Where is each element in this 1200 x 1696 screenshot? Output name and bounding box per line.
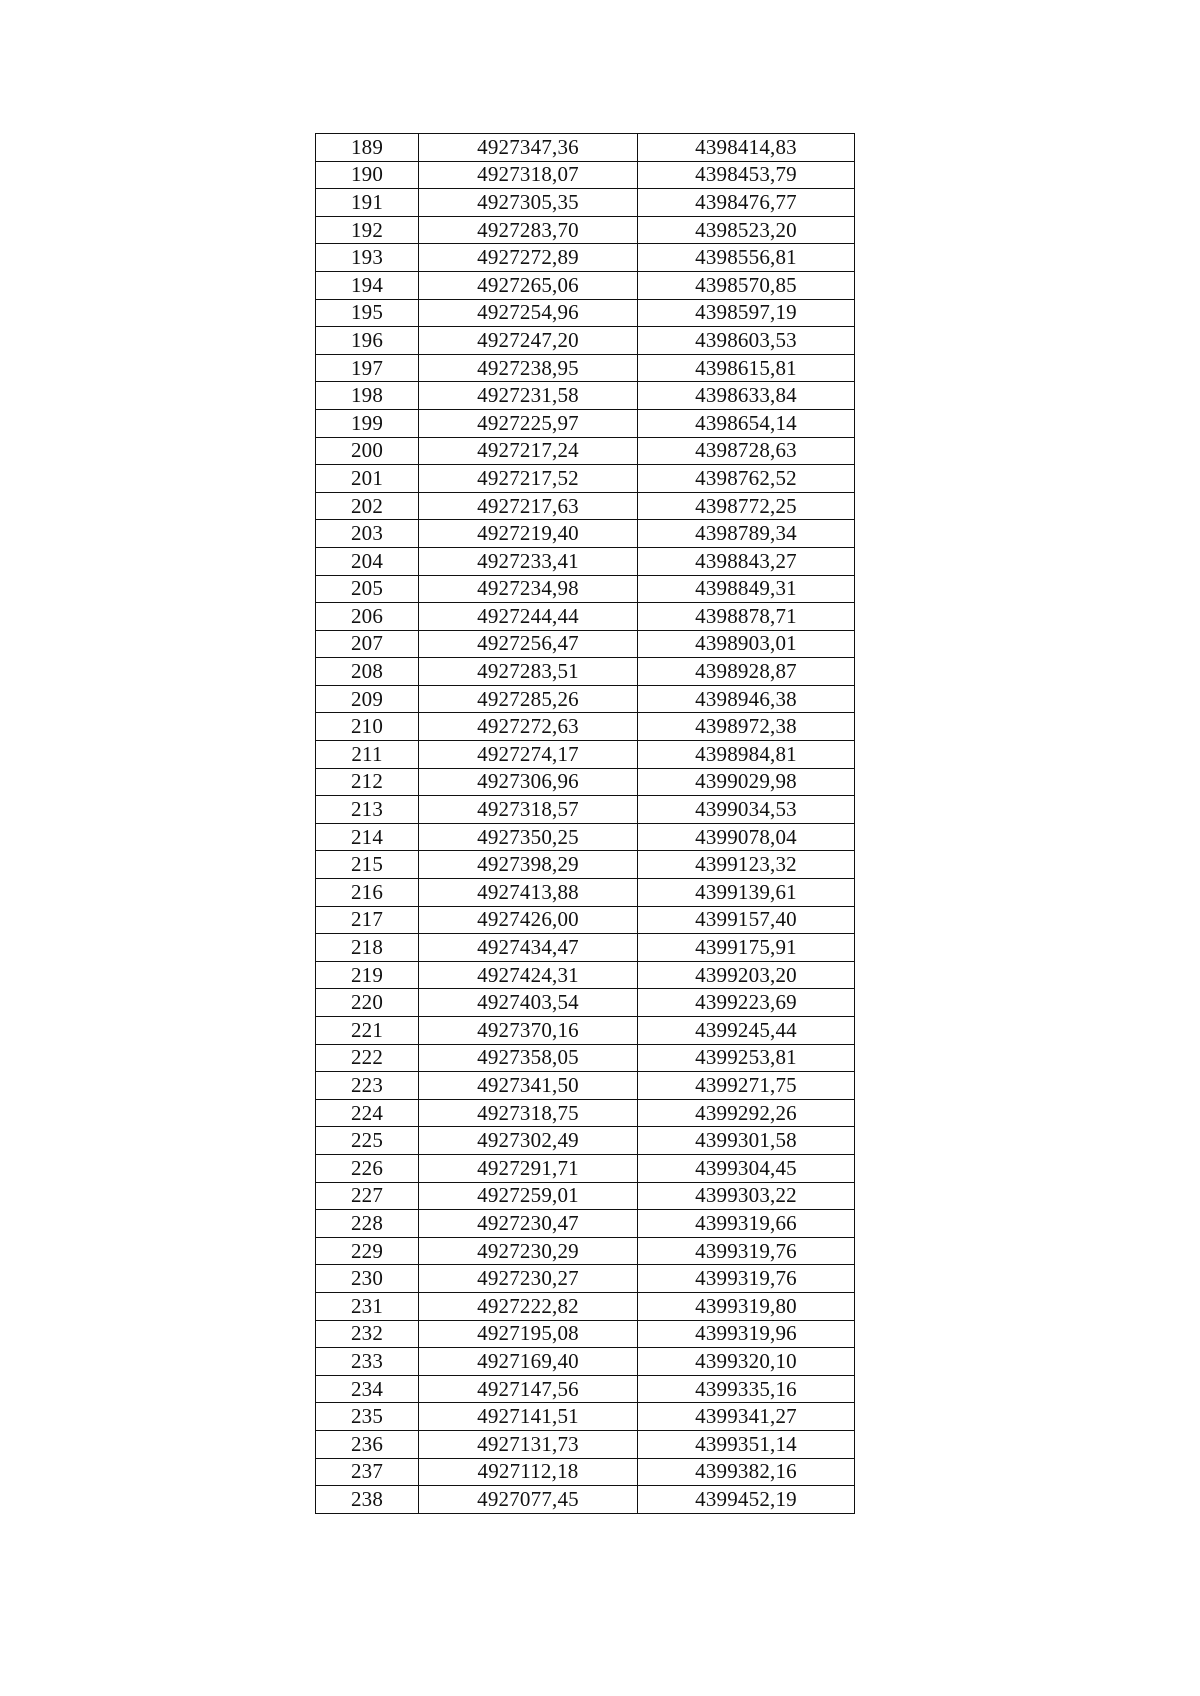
table-row [316, 244, 855, 272]
point-number-cell: 218 [316, 934, 419, 962]
table-row [316, 1486, 855, 1514]
y-coordinate-cell: 4399319,76 [638, 1237, 855, 1265]
x-coordinate-cell: 4927230,27 [419, 1265, 638, 1293]
y-coordinate-cell: 4399351,14 [638, 1430, 855, 1458]
x-coordinate-cell: 4927217,52 [419, 465, 638, 493]
table-row [316, 1044, 855, 1072]
table-row [316, 796, 855, 824]
x-coordinate-cell: 4927413,88 [419, 879, 638, 907]
table-row [316, 1430, 855, 1458]
point-number-cell: 214 [316, 823, 419, 851]
x-coordinate-cell: 4927305,35 [419, 189, 638, 217]
y-coordinate-cell: 4399175,91 [638, 934, 855, 962]
x-coordinate-cell: 4927285,26 [419, 685, 638, 713]
table-row [316, 1154, 855, 1182]
point-number-cell: 212 [316, 768, 419, 796]
x-coordinate-cell: 4927265,06 [419, 271, 638, 299]
point-number-cell: 211 [316, 741, 419, 769]
y-coordinate-cell: 4398728,63 [638, 437, 855, 465]
point-number-cell: 205 [316, 575, 419, 603]
table-row [316, 1127, 855, 1155]
table-row [316, 961, 855, 989]
table-row [316, 189, 855, 217]
x-coordinate-cell: 4927244,44 [419, 603, 638, 631]
y-coordinate-cell: 4398597,19 [638, 299, 855, 327]
x-coordinate-cell: 4927225,97 [419, 409, 638, 437]
y-coordinate-cell: 4399123,32 [638, 851, 855, 879]
point-number-cell: 224 [316, 1099, 419, 1127]
x-coordinate-cell: 4927347,36 [419, 134, 638, 162]
table-row [316, 354, 855, 382]
point-number-cell: 213 [316, 796, 419, 824]
x-coordinate-cell: 4927318,57 [419, 796, 638, 824]
y-coordinate-cell: 4399271,75 [638, 1072, 855, 1100]
y-coordinate-cell: 4398789,34 [638, 520, 855, 548]
point-number-cell: 219 [316, 961, 419, 989]
x-coordinate-cell: 4927259,01 [419, 1182, 638, 1210]
x-coordinate-cell: 4927195,08 [419, 1320, 638, 1348]
point-number-cell: 195 [316, 299, 419, 327]
table-row [316, 520, 855, 548]
table-row [316, 161, 855, 189]
point-number-cell: 226 [316, 1154, 419, 1182]
point-number-cell: 194 [316, 271, 419, 299]
point-number-cell: 225 [316, 1127, 419, 1155]
table-row [316, 492, 855, 520]
table-row [316, 685, 855, 713]
table-row [316, 382, 855, 410]
y-coordinate-cell: 4398414,83 [638, 134, 855, 162]
point-number-cell: 229 [316, 1237, 419, 1265]
y-coordinate-cell: 4398972,38 [638, 713, 855, 741]
table-row [316, 713, 855, 741]
point-number-cell: 237 [316, 1458, 419, 1486]
y-coordinate-cell: 4399034,53 [638, 796, 855, 824]
point-number-cell: 189 [316, 134, 419, 162]
point-number-cell: 192 [316, 216, 419, 244]
y-coordinate-cell: 4399157,40 [638, 906, 855, 934]
x-coordinate-cell: 4927370,16 [419, 1017, 638, 1045]
coordinates-table-body [316, 134, 855, 1514]
y-coordinate-cell: 4399139,61 [638, 879, 855, 907]
y-coordinate-cell: 4398523,20 [638, 216, 855, 244]
x-coordinate-cell: 4927238,95 [419, 354, 638, 382]
y-coordinate-cell: 4399245,44 [638, 1017, 855, 1045]
table-row [316, 879, 855, 907]
x-coordinate-cell: 4927350,25 [419, 823, 638, 851]
table-row [316, 906, 855, 934]
x-coordinate-cell: 4927283,51 [419, 658, 638, 686]
table-row [316, 547, 855, 575]
x-coordinate-cell: 4927426,00 [419, 906, 638, 934]
y-coordinate-cell: 4399341,27 [638, 1403, 855, 1431]
y-coordinate-cell: 4399452,19 [638, 1486, 855, 1514]
point-number-cell: 208 [316, 658, 419, 686]
table-row [316, 1265, 855, 1293]
y-coordinate-cell: 4398556,81 [638, 244, 855, 272]
x-coordinate-cell: 4927434,47 [419, 934, 638, 962]
table-row [316, 1320, 855, 1348]
coordinates-table [315, 133, 855, 1514]
y-coordinate-cell: 4399319,76 [638, 1265, 855, 1293]
point-number-cell: 201 [316, 465, 419, 493]
y-coordinate-cell: 4399320,10 [638, 1348, 855, 1376]
x-coordinate-cell: 4927231,58 [419, 382, 638, 410]
y-coordinate-cell: 4399078,04 [638, 823, 855, 851]
table-row [316, 465, 855, 493]
y-coordinate-cell: 4399223,69 [638, 989, 855, 1017]
point-number-cell: 238 [316, 1486, 419, 1514]
y-coordinate-cell: 4399382,16 [638, 1458, 855, 1486]
x-coordinate-cell: 4927217,63 [419, 492, 638, 520]
table-row [316, 630, 855, 658]
table-row [316, 409, 855, 437]
y-coordinate-cell: 4398654,14 [638, 409, 855, 437]
point-number-cell: 231 [316, 1292, 419, 1320]
table-row [316, 658, 855, 686]
table-row [316, 1210, 855, 1238]
point-number-cell: 215 [316, 851, 419, 879]
table-row [316, 1458, 855, 1486]
table-row [316, 1072, 855, 1100]
table-row [316, 1017, 855, 1045]
x-coordinate-cell: 4927230,29 [419, 1237, 638, 1265]
x-coordinate-cell: 4927291,71 [419, 1154, 638, 1182]
table-row [316, 1292, 855, 1320]
x-coordinate-cell: 4927306,96 [419, 768, 638, 796]
point-number-cell: 207 [316, 630, 419, 658]
x-coordinate-cell: 4927318,07 [419, 161, 638, 189]
point-number-cell: 232 [316, 1320, 419, 1348]
x-coordinate-cell: 4927254,96 [419, 299, 638, 327]
table-row [316, 271, 855, 299]
table-row [316, 134, 855, 162]
table-row [316, 989, 855, 1017]
point-number-cell: 190 [316, 161, 419, 189]
point-number-cell: 221 [316, 1017, 419, 1045]
point-number-cell: 230 [316, 1265, 419, 1293]
x-coordinate-cell: 4927233,41 [419, 547, 638, 575]
y-coordinate-cell: 4398849,31 [638, 575, 855, 603]
x-coordinate-cell: 4927234,98 [419, 575, 638, 603]
point-number-cell: 233 [316, 1348, 419, 1376]
x-coordinate-cell: 4927302,49 [419, 1127, 638, 1155]
x-coordinate-cell: 4927247,20 [419, 327, 638, 355]
table-row [316, 1237, 855, 1265]
x-coordinate-cell: 4927403,54 [419, 989, 638, 1017]
point-number-cell: 204 [316, 547, 419, 575]
table-row [316, 437, 855, 465]
point-number-cell: 220 [316, 989, 419, 1017]
x-coordinate-cell: 4927358,05 [419, 1044, 638, 1072]
x-coordinate-cell: 4927222,82 [419, 1292, 638, 1320]
table-row [316, 823, 855, 851]
y-coordinate-cell: 4398633,84 [638, 382, 855, 410]
y-coordinate-cell: 4399335,16 [638, 1375, 855, 1403]
table-row [316, 575, 855, 603]
x-coordinate-cell: 4927077,45 [419, 1486, 638, 1514]
x-coordinate-cell: 4927424,31 [419, 961, 638, 989]
table-row [316, 1348, 855, 1376]
x-coordinate-cell: 4927217,24 [419, 437, 638, 465]
table-row [316, 1182, 855, 1210]
table-row [316, 603, 855, 631]
y-coordinate-cell: 4399253,81 [638, 1044, 855, 1072]
y-coordinate-cell: 4399303,22 [638, 1182, 855, 1210]
table-row [316, 216, 855, 244]
table-row [316, 851, 855, 879]
point-number-cell: 200 [316, 437, 419, 465]
y-coordinate-cell: 4398476,77 [638, 189, 855, 217]
point-number-cell: 235 [316, 1403, 419, 1431]
point-number-cell: 222 [316, 1044, 419, 1072]
x-coordinate-cell: 4927341,50 [419, 1072, 638, 1100]
x-coordinate-cell: 4927230,47 [419, 1210, 638, 1238]
point-number-cell: 217 [316, 906, 419, 934]
y-coordinate-cell: 4399319,96 [638, 1320, 855, 1348]
y-coordinate-cell: 4399301,58 [638, 1127, 855, 1155]
x-coordinate-cell: 4927169,40 [419, 1348, 638, 1376]
x-coordinate-cell: 4927147,56 [419, 1375, 638, 1403]
x-coordinate-cell: 4927131,73 [419, 1430, 638, 1458]
y-coordinate-cell: 4399029,98 [638, 768, 855, 796]
y-coordinate-cell: 4398903,01 [638, 630, 855, 658]
table-row [316, 741, 855, 769]
x-coordinate-cell: 4927398,29 [419, 851, 638, 879]
point-number-cell: 202 [316, 492, 419, 520]
y-coordinate-cell: 4398453,79 [638, 161, 855, 189]
point-number-cell: 216 [316, 879, 419, 907]
point-number-cell: 228 [316, 1210, 419, 1238]
table-row [316, 299, 855, 327]
x-coordinate-cell: 4927283,70 [419, 216, 638, 244]
y-coordinate-cell: 4398878,71 [638, 603, 855, 631]
point-number-cell: 210 [316, 713, 419, 741]
table-row [316, 1375, 855, 1403]
x-coordinate-cell: 4927141,51 [419, 1403, 638, 1431]
point-number-cell: 236 [316, 1430, 419, 1458]
point-number-cell: 227 [316, 1182, 419, 1210]
x-coordinate-cell: 4927112,18 [419, 1458, 638, 1486]
table-row [316, 934, 855, 962]
x-coordinate-cell: 4927256,47 [419, 630, 638, 658]
x-coordinate-cell: 4927219,40 [419, 520, 638, 548]
y-coordinate-cell: 4399203,20 [638, 961, 855, 989]
x-coordinate-cell: 4927318,75 [419, 1099, 638, 1127]
point-number-cell: 199 [316, 409, 419, 437]
table-row [316, 768, 855, 796]
y-coordinate-cell: 4399319,66 [638, 1210, 855, 1238]
point-number-cell: 206 [316, 603, 419, 631]
point-number-cell: 234 [316, 1375, 419, 1403]
y-coordinate-cell: 4398843,27 [638, 547, 855, 575]
y-coordinate-cell: 4398928,87 [638, 658, 855, 686]
table-row [316, 327, 855, 355]
point-number-cell: 191 [316, 189, 419, 217]
y-coordinate-cell: 4399319,80 [638, 1292, 855, 1320]
y-coordinate-cell: 4398615,81 [638, 354, 855, 382]
y-coordinate-cell: 4398984,81 [638, 741, 855, 769]
x-coordinate-cell: 4927272,63 [419, 713, 638, 741]
point-number-cell: 193 [316, 244, 419, 272]
y-coordinate-cell: 4398762,52 [638, 465, 855, 493]
point-number-cell: 223 [316, 1072, 419, 1100]
y-coordinate-cell: 4399304,45 [638, 1154, 855, 1182]
x-coordinate-cell: 4927272,89 [419, 244, 638, 272]
y-coordinate-cell: 4399292,26 [638, 1099, 855, 1127]
y-coordinate-cell: 4398946,38 [638, 685, 855, 713]
x-coordinate-cell: 4927274,17 [419, 741, 638, 769]
y-coordinate-cell: 4398772,25 [638, 492, 855, 520]
y-coordinate-cell: 4398570,85 [638, 271, 855, 299]
point-number-cell: 203 [316, 520, 419, 548]
y-coordinate-cell: 4398603,53 [638, 327, 855, 355]
point-number-cell: 209 [316, 685, 419, 713]
point-number-cell: 198 [316, 382, 419, 410]
table-row [316, 1099, 855, 1127]
point-number-cell: 196 [316, 327, 419, 355]
table-row [316, 1403, 855, 1431]
point-number-cell: 197 [316, 354, 419, 382]
